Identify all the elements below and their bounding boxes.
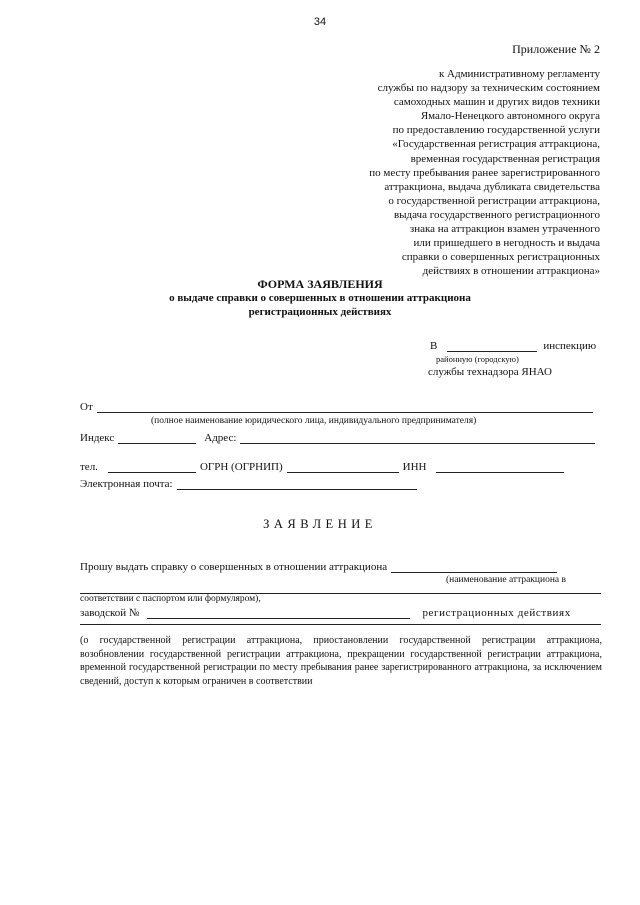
address-label: Адрес: <box>204 432 237 444</box>
page-number: 34 <box>313 16 327 28</box>
address-row <box>80 432 599 444</box>
annex-line: к Административному регламенту <box>438 68 600 80</box>
annex-line: по предоставлению государственной услуги <box>392 124 600 137</box>
annex-line: знака на аттракцион взамен утраченного <box>409 223 600 236</box>
inspection-service: службы технадзора ЯНАО <box>428 366 552 378</box>
annex-line: Ямало-Ненецкого автономного округа <box>420 110 600 123</box>
actions-explanation: (о государственной регистрации аттракциона, приостановлении государственной регистрации аттракциона, возобновлении государственной регистрации аттракциона, прекращении государственной регистрации аттракциона, временной государственной регистрации по месту пребывания ранее зарегистрированного аттракциона, за исключением сведений, доступ к которым ограничен в соответствии <box>80 635 602 687</box>
address-field[interactable] <box>240 432 595 444</box>
phone-label: тел. <box>80 461 98 473</box>
email-row <box>80 478 421 490</box>
form-title-subtitle: о выдаче справки о совершенных в отношении аттракциона <box>169 292 471 304</box>
annex-line: самоходных машин и других видов техники <box>393 96 600 109</box>
index-label: Индекс <box>80 432 115 444</box>
annex-line: временная государственная регистрация <box>410 152 600 165</box>
serial-row <box>80 607 571 619</box>
inspection-prefix: В <box>430 340 438 352</box>
from-label: От <box>80 401 93 413</box>
serial-label: заводской № <box>80 607 140 619</box>
index-field[interactable] <box>118 432 196 444</box>
inspection-block <box>430 340 596 378</box>
inn-label: ИНН <box>402 461 427 473</box>
serial-number-field[interactable] <box>147 607 410 619</box>
attraction-name-field[interactable] <box>391 561 557 573</box>
form-title-subtitle-2: регистрационных действиях <box>248 306 392 318</box>
ogrn-field[interactable] <box>287 461 399 473</box>
actions-detail-line[interactable] <box>80 624 601 625</box>
email-label: Электронная почта: <box>80 478 173 490</box>
annex-line: «Государственная регистрация аттракциона, <box>392 138 600 151</box>
annex-line: выдача государственного регистрационного <box>393 208 600 221</box>
annex-line: действиях в отношении аттракциона» <box>422 265 600 278</box>
annex-title: Приложение № 2 <box>512 42 600 56</box>
attraction-name-hint: (наименование аттракциона в <box>446 575 566 585</box>
annex-reference <box>270 67 600 278</box>
form-title <box>0 277 640 319</box>
inspection-suffix: инспекцию <box>543 340 597 352</box>
attraction-passport-hint: соответствии с паспортом или формуляром), <box>80 594 261 604</box>
annex-line: о государственной регистрации аттракциона, <box>388 194 600 207</box>
email-field[interactable] <box>177 478 417 490</box>
contacts-row <box>80 461 568 473</box>
annex-line: службы по надзору за техническим состоянием <box>377 82 600 95</box>
from-field[interactable] <box>97 401 593 413</box>
inspection-hint: районную (городскую) <box>436 354 519 364</box>
annex-line: по месту пребывания ранее зарегистрированного <box>369 166 600 179</box>
inspection-name-field[interactable] <box>447 340 537 352</box>
from-hint: (полное наименование юридического лица, индивидуального предпринимателя) <box>151 416 477 426</box>
ogrn-label: ОГРН (ОГРНИП) <box>199 461 283 473</box>
document-heading: ЗАЯВЛЕНИЕ <box>263 517 377 531</box>
form-title-main: ФОРМА ЗАЯВЛЕНИЯ <box>257 277 383 291</box>
request-text: Прошу выдать справку о совершенных в отношении аттракциона <box>80 561 388 573</box>
actions-text: регистрационных действиях <box>422 607 571 619</box>
request-row <box>80 561 561 573</box>
annex-line: или пришедшего в негодность и выдача <box>413 237 600 250</box>
from-row <box>80 401 597 413</box>
phone-field[interactable] <box>108 461 196 473</box>
inn-field[interactable] <box>436 461 564 473</box>
annex-line: аттракциона, выдача дубликата свидетельства <box>384 180 600 193</box>
annex-line: справки о совершенных регистрационных <box>401 251 600 264</box>
